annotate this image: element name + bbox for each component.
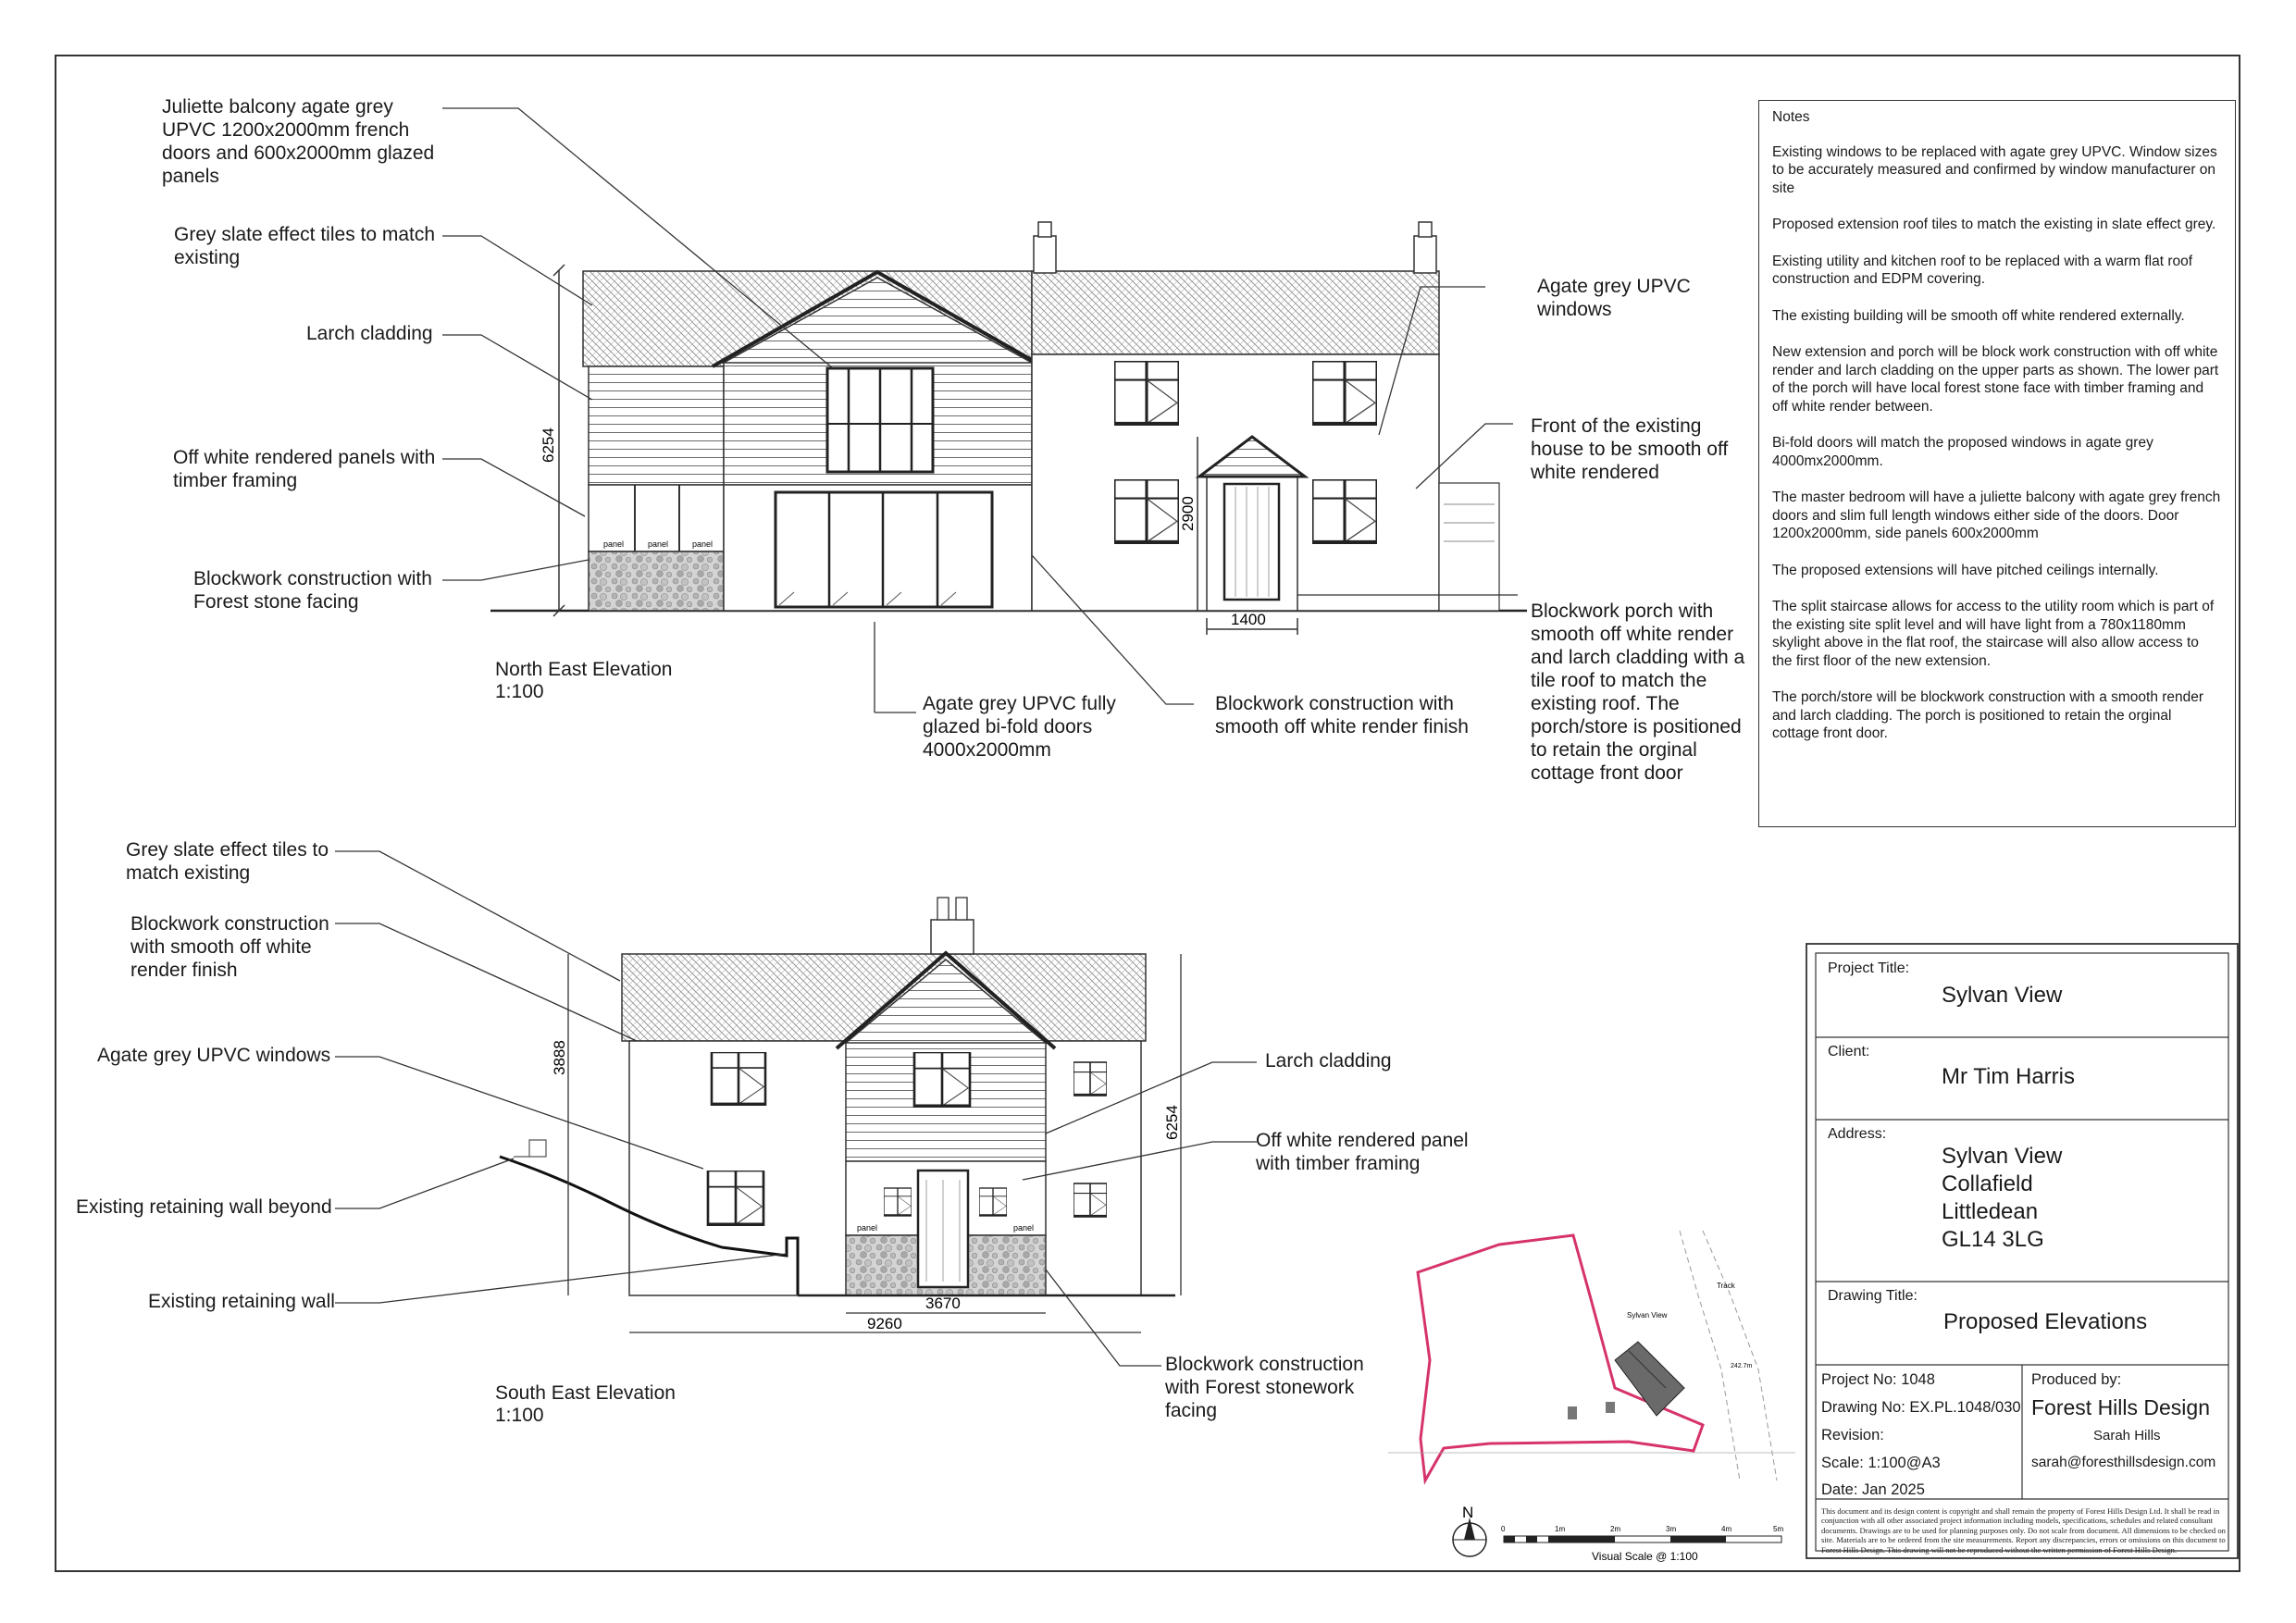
se-ext-width-dim: 3670 xyxy=(925,1295,961,1312)
se-label-retaining-wall: Existing retaining wall xyxy=(148,1291,335,1312)
porch-height-dim: 2900 xyxy=(1179,496,1197,531)
scale-caption: Visual Scale @ 1:100 xyxy=(1592,1550,1698,1563)
chimney xyxy=(1034,236,1056,273)
se-total-width-dim: 9260 xyxy=(867,1315,902,1332)
label-juliette-balcony: Juliette balcony agate grey UPVC 1200x2000mm french doors and 600x2000mm glazed panels xyxy=(162,96,435,187)
panel-label: panel xyxy=(857,1223,878,1233)
house-footprint xyxy=(1615,1342,1684,1416)
window xyxy=(1312,479,1377,544)
chimney xyxy=(1414,236,1436,273)
label-blockwork-stone: Blockwork construction with Forest stone facing xyxy=(193,568,432,613)
window xyxy=(712,1052,765,1106)
window xyxy=(1074,1183,1107,1217)
site-level-label: 242.7m xyxy=(1731,1363,1753,1369)
se-label-retaining-wall-beyond: Existing retaining wall beyond xyxy=(76,1196,332,1218)
note-item: The existing building will be smooth off white rendered externally. xyxy=(1772,307,2185,324)
window xyxy=(884,1188,912,1216)
scale-tick: 1m xyxy=(1555,1525,1566,1533)
project-title-label: Project Title: xyxy=(1828,960,1910,976)
note-item: The proposed extensions will have pitched ceilings internally. xyxy=(1772,562,2159,578)
se-label-upvc-windows: Agate grey UPVC windows xyxy=(97,1045,331,1066)
se-chimney xyxy=(931,920,974,954)
revision: Revision: xyxy=(1821,1427,1884,1443)
label-slate-tiles: Grey slate effect tiles to match existing xyxy=(174,224,436,268)
produced-by-label: Produced by: xyxy=(2031,1371,2122,1388)
client-label: Client: xyxy=(1828,1044,1870,1059)
note-item: Bi-fold doors will match the proposed windows in agate grey 4000mx2000mm. xyxy=(1772,435,2153,469)
scale: Scale: 1:100@A3 xyxy=(1821,1455,1941,1471)
note-item: Existing utility and kitchen roof to be replaced with a warm flat roof construction and EDPM covering. xyxy=(1772,253,2193,287)
se-right-height-dim: 6254 xyxy=(1163,1105,1181,1140)
window xyxy=(1114,479,1179,544)
scale-tick: 2m xyxy=(1610,1525,1621,1533)
note-item: The master bedroom will have a juliette balcony with agate grey french doors and slim full length windows either side of the doors. Door 1200x2000mm, side panels 600x2000mm xyxy=(1772,489,2221,541)
outbuilding xyxy=(1568,1406,1577,1419)
company-name: Forest Hills Design xyxy=(2031,1395,2210,1419)
scale-bar xyxy=(1504,1536,1781,1542)
client-name: Mr Tim Harris xyxy=(1942,1064,2075,1089)
scale-tick: 0 xyxy=(1501,1525,1506,1533)
address-line: Sylvan View xyxy=(1942,1144,2063,1169)
note-item: Proposed extension roof tiles to match the existing in slate effect grey. xyxy=(1772,217,2216,232)
utility-wall xyxy=(1439,483,1499,611)
se-left-height-dim: 3888 xyxy=(551,1040,568,1075)
north-label: N xyxy=(1462,1504,1474,1521)
scale-tick: 3m xyxy=(1666,1525,1677,1533)
label-larch-cladding: Larch cladding xyxy=(306,323,433,344)
label-rendered-panels: Off white rendered panels with timber framing xyxy=(173,447,436,491)
se-label-stonework: Blockwork construction with Forest stonework facing xyxy=(1165,1354,1364,1421)
site-house-label: Sylvan View xyxy=(1627,1311,1668,1319)
window xyxy=(979,1188,1007,1216)
forest-stone-facing xyxy=(589,551,724,611)
label-front-existing: Front of the existing house to be smooth off white rendered xyxy=(1531,415,1729,483)
porch-width-dim: 1400 xyxy=(1231,611,1266,628)
notes-panel xyxy=(1758,100,2236,827)
ne-view-title: North East Elevation xyxy=(495,659,673,680)
ne-height-dim: 6254 xyxy=(540,427,557,463)
outbuilding xyxy=(1606,1402,1615,1413)
contact-email: sarah@foresthillsdesign.com xyxy=(2031,1455,2216,1470)
se-view-title: South East Elevation xyxy=(495,1382,676,1404)
existing-roof xyxy=(1032,271,1439,354)
site-plan xyxy=(1388,1231,1795,1563)
window xyxy=(1074,1062,1107,1096)
panel-label: panel xyxy=(1013,1223,1035,1233)
panel-label: panel xyxy=(648,539,669,549)
label-blockwork-render: Blockwork construction with smooth off white render finish xyxy=(1215,693,1469,737)
note-item: Existing windows to be replaced with agate grey UPVC. Window sizes to be accurately measured and confirmed by window manufacturer on site xyxy=(1772,143,2217,196)
note-item: The split staircase allows for access to the utility room which is part of the existing site split level and will have light from a 780x1180mm skylight above in the flat roof, the staircase will also allow access to the first floor of the new extension. xyxy=(1772,599,2215,669)
project-title: Sylvan View xyxy=(1942,983,2063,1008)
label-bifold-doors: Agate grey UPVC fully glazed bi-fold doors 4000x2000mm xyxy=(923,693,1116,761)
label-upvc-windows: Agate grey UPVC windows xyxy=(1537,276,1691,320)
window xyxy=(708,1171,763,1226)
se-label-larch-cladding: Larch cladding xyxy=(1265,1050,1392,1072)
address-line: Collafield xyxy=(1942,1171,2033,1196)
address-label: Address: xyxy=(1828,1126,1887,1142)
label-blockwork-porch: Blockwork porch with smooth off white render and larch cladding with a tile roof to match the existing roof. The porch/store is positioned to retain the orginal cottage front door xyxy=(1531,601,1745,784)
window xyxy=(1114,361,1179,426)
project-no: Project No: 1048 xyxy=(1821,1371,1935,1388)
south-east-elevation xyxy=(335,851,1257,1366)
window xyxy=(1312,361,1377,426)
drawing-title-label: Drawing Title: xyxy=(1828,1288,1917,1304)
panel-label: panel xyxy=(603,539,625,549)
porch-door xyxy=(1224,484,1279,600)
larch-cladding xyxy=(589,366,724,485)
se-label-blockwork-render: Blockwork construction with smooth off white render finish xyxy=(130,913,329,981)
drawing-title: Proposed Elevations xyxy=(1943,1309,2148,1334)
copyright-disclaimer: This document and its design content is copyright and shall remain the property of Forest Hills Design Ltd. It shall be read in conjunction with all other associated project information including models, specifications, schedules and related consultant documents. Drawings are to be used for planning purposes only. Do not scale from document. All dimensions to be checked on site. Materials are to be ordered from the site measurements. Report any discrepancies, errors or omissions on this document to Forest Hills Design. This drawing will not be reproduced without the written permission of Forest Hills Design. xyxy=(1821,1506,2226,1555)
date: Date: Jan 2025 xyxy=(1821,1481,1925,1498)
scale-tick: 4m xyxy=(1721,1525,1732,1533)
address-line: GL14 3LG xyxy=(1942,1227,2044,1252)
notes-title: Notes xyxy=(1772,109,1810,125)
scale-tick: 5m xyxy=(1773,1525,1784,1533)
drawing-no: Drawing No: EX.PL.1048/030 xyxy=(1821,1399,2021,1416)
se-view-scale: 1:100 xyxy=(495,1405,544,1426)
window xyxy=(914,1052,970,1108)
site-track-label: Track xyxy=(1717,1282,1735,1290)
note-item: New extension and porch will be block work construction with off white render and larch cladding on the upper parts as shown. The lower part of the porch will have local forest stone face with timber framing and off white render between. xyxy=(1772,344,2219,415)
site-boundary xyxy=(1418,1235,1703,1481)
address-line: Littledean xyxy=(1942,1199,2039,1224)
ne-view-scale: 1:100 xyxy=(495,681,544,702)
panel-label: panel xyxy=(692,539,714,549)
note-item: The porch/store will be blockwork construction with a smooth render and larch cladding. The porch is positioned to retain the orginal cottage front door. xyxy=(1772,689,2204,741)
designer-name: Sarah Hills xyxy=(2093,1428,2161,1443)
se-label-slate-tiles: Grey slate effect tiles to match existing xyxy=(126,839,329,884)
se-label-rendered-panel: Off white rendered panel with timber framing xyxy=(1256,1130,1469,1174)
north-east-elevation xyxy=(442,108,1527,712)
